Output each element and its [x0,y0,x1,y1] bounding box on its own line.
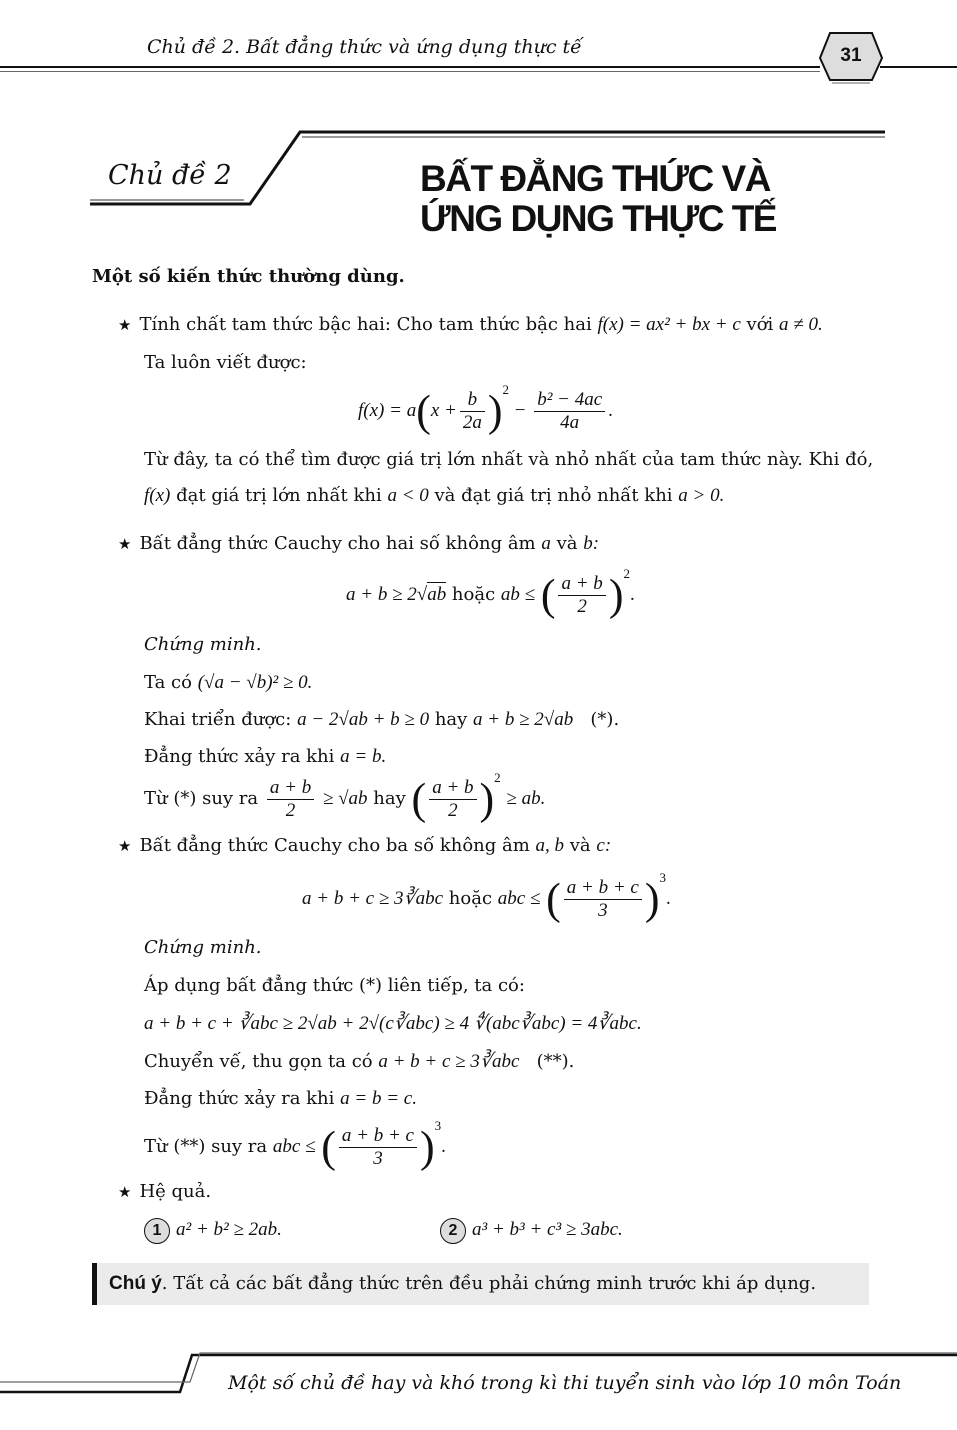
text: a³ + b³ + c³ ≥ 3abc. [472,1219,623,1240]
formula-quadratic [358,382,613,437]
bullet-quadratic [118,314,823,336]
math: f(x) = ax² + bx + c [597,314,741,335]
text: hay [434,709,468,730]
text-line: Áp dụng bất đẳng thức (*) liên tiếp, ta có: [144,975,525,996]
chapter-label: Chủ đề 2 [108,160,232,191]
fraction [534,389,605,434]
text-line [144,746,386,768]
note-box [92,1263,869,1305]
parenthesis: ) [608,570,624,620]
text: f(x) [144,485,171,506]
text: (*). [590,709,620,730]
text: a + b ≥ 2 [346,584,417,605]
text: b [460,389,485,412]
text-line [144,1050,574,1073]
text: abc ≤ [497,888,541,909]
text-line: Ta luôn viết được: [144,352,307,373]
star-icon: ★ [118,535,132,553]
text: (**). [536,1051,575,1072]
text: 2 [448,799,458,821]
fraction [429,777,476,822]
text: Ta có [144,672,192,693]
text: đạt giá trị lớn nhất khi [176,485,382,506]
text [109,1273,816,1295]
text: Tính chất tam thức bậc hai: Cho tam thức bậc hai [139,314,592,335]
text: ab ≤ [500,584,536,605]
text: Bất đẳng thức Cauchy cho ba số không âm [139,835,530,856]
bullet-corollary [118,1181,211,1202]
text: a [541,533,551,554]
text: 3 [373,1147,383,1169]
text: (√a − √b)² ≥ 0. [197,672,313,693]
parenthesis: ( [416,386,431,436]
text-line [144,1088,417,1110]
text: a + b [429,777,476,800]
text: Từ (**) suy ra [144,1136,268,1157]
text: Hệ quả. [139,1181,212,1202]
text-line [144,709,619,731]
text: Từ (*) suy ra [144,788,259,809]
text: abc ≤ [272,1136,316,1157]
proof-label: Chứng minh. [144,634,262,655]
math-line: a + b + c + ∛abc ≥ 2√ab + 2√(c∛abc) ≥ 4 ∜(abc∛abc) = 4∛abc. [144,1013,642,1034]
note-label: Chú ý [109,1273,162,1294]
text: . [441,1136,446,1157]
text: . [608,400,613,421]
text: a + b ≥ 2√ab [473,709,574,730]
text: a² + b² ≥ 2ab. [176,1219,282,1240]
text: √ab [416,584,447,605]
text: a = b. [340,746,387,767]
chapter-title-line-2: ỨNG DỤNG THỰC TẾ [420,198,776,239]
text: . [666,888,671,909]
text: hoặc [448,888,493,909]
text: với [746,314,774,335]
text: hay [373,788,406,809]
fraction [460,389,485,434]
parenthesis: ) [487,386,503,436]
text: 3 [659,870,667,885]
text: b² − 4ac [534,389,605,412]
text-line [144,485,724,507]
text: ≥ ab. [506,788,546,809]
fraction [267,777,314,822]
bullet-cauchy-3 [118,835,611,857]
text: và [569,835,591,856]
chapter-title-line-1: BẤT ĐẲNG THỨC VÀ [420,158,770,199]
section-heading: Một số kiến thức thường dùng. [92,266,405,287]
fraction [564,877,642,922]
number-badge: 2 [440,1218,466,1244]
star-icon: ★ [118,837,132,855]
text: 2 [494,770,501,785]
note-text: Tất cả các bất đẳng thức trên đều phải chứng minh trước khi áp dụng. [173,1273,817,1294]
text: Bất đẳng thức Cauchy cho hai số không âm [139,533,536,554]
number-badge: 1 [144,1218,170,1244]
header-rule [880,66,957,68]
text: và đạt giá trị nhỏ nhất khi [434,485,673,506]
text: 4a [560,411,580,433]
text: a + b + c [339,1125,417,1148]
header-rule [0,66,820,68]
text: Chuyển vế, thu gọn ta có [144,1051,373,1072]
text: Đẳng thức xảy ra khi [144,1088,335,1109]
star-icon: ★ [118,316,132,334]
math: a ≠ 0. [779,314,823,335]
fraction [558,573,605,618]
text: . [629,584,635,605]
proof-label: Chứng minh. [144,937,262,958]
text: a + b [558,573,605,596]
page-number: 31 [840,45,862,66]
math: x + [430,400,457,421]
text: c: [596,835,612,856]
bullet-cauchy-2 [118,533,599,555]
text: a + b + c ≥ 3∛abc [302,888,444,909]
text: b: [583,533,600,554]
text-line: Từ đây, ta có thể tìm được giá trị lớn nhất và nhỏ nhất của tam thức này. Khi đó, [144,449,874,470]
text-line [144,770,545,825]
text-line [144,672,312,694]
text: a − 2√ab + b ≥ 0 [297,709,430,730]
text: a + b [267,777,314,800]
text: a < 0 [387,485,429,506]
formula-cauchy-3 [302,870,671,925]
text-line [144,1118,446,1173]
text: a = b = c. [340,1088,417,1109]
text: 2 [502,382,510,397]
text: và [556,533,578,554]
text: ab [427,584,447,605]
parenthesis: ( [546,874,561,924]
text: 2 [285,799,296,821]
parenthesis: ) [479,774,495,824]
parenthesis: ) [644,874,660,924]
text: 3 [434,1118,442,1133]
parenthesis: ( [411,774,427,824]
text: Đẳng thức xảy ra khi [144,746,335,767]
text: a + b + c [564,877,642,900]
text: . [161,1273,174,1294]
text: 2a [462,411,482,433]
footer-text: Một số chủ đề hay và khó trong kì thi tuyển sinh vào lớp 10 môn Toán [228,1372,902,1394]
math: f(x) = a [358,400,417,421]
corollary-1 [144,1218,282,1244]
star-icon: ★ [118,1183,132,1201]
text: Khai triển được: [144,709,292,730]
text: 3 [598,899,608,921]
text: a + b + c ≥ 3∛abc [378,1051,520,1072]
parenthesis: ( [321,1122,336,1172]
text: ≥ √ab [322,788,368,809]
parenthesis: ) [419,1122,435,1172]
header-rule [0,71,820,72]
text: hoặc [451,584,496,605]
text: 2 [577,595,587,617]
corollary-2 [440,1218,623,1244]
running-title: Chủ đề 2. Bất đẳng thức và ứng dụng thực tế [147,36,582,58]
fraction [339,1125,417,1170]
text: a, b [535,835,565,856]
text: a > 0. [678,485,725,506]
parenthesis: ( [540,570,556,620]
formula-cauchy-2 [346,566,635,621]
text: 2 [623,566,630,581]
text: − [514,400,526,421]
